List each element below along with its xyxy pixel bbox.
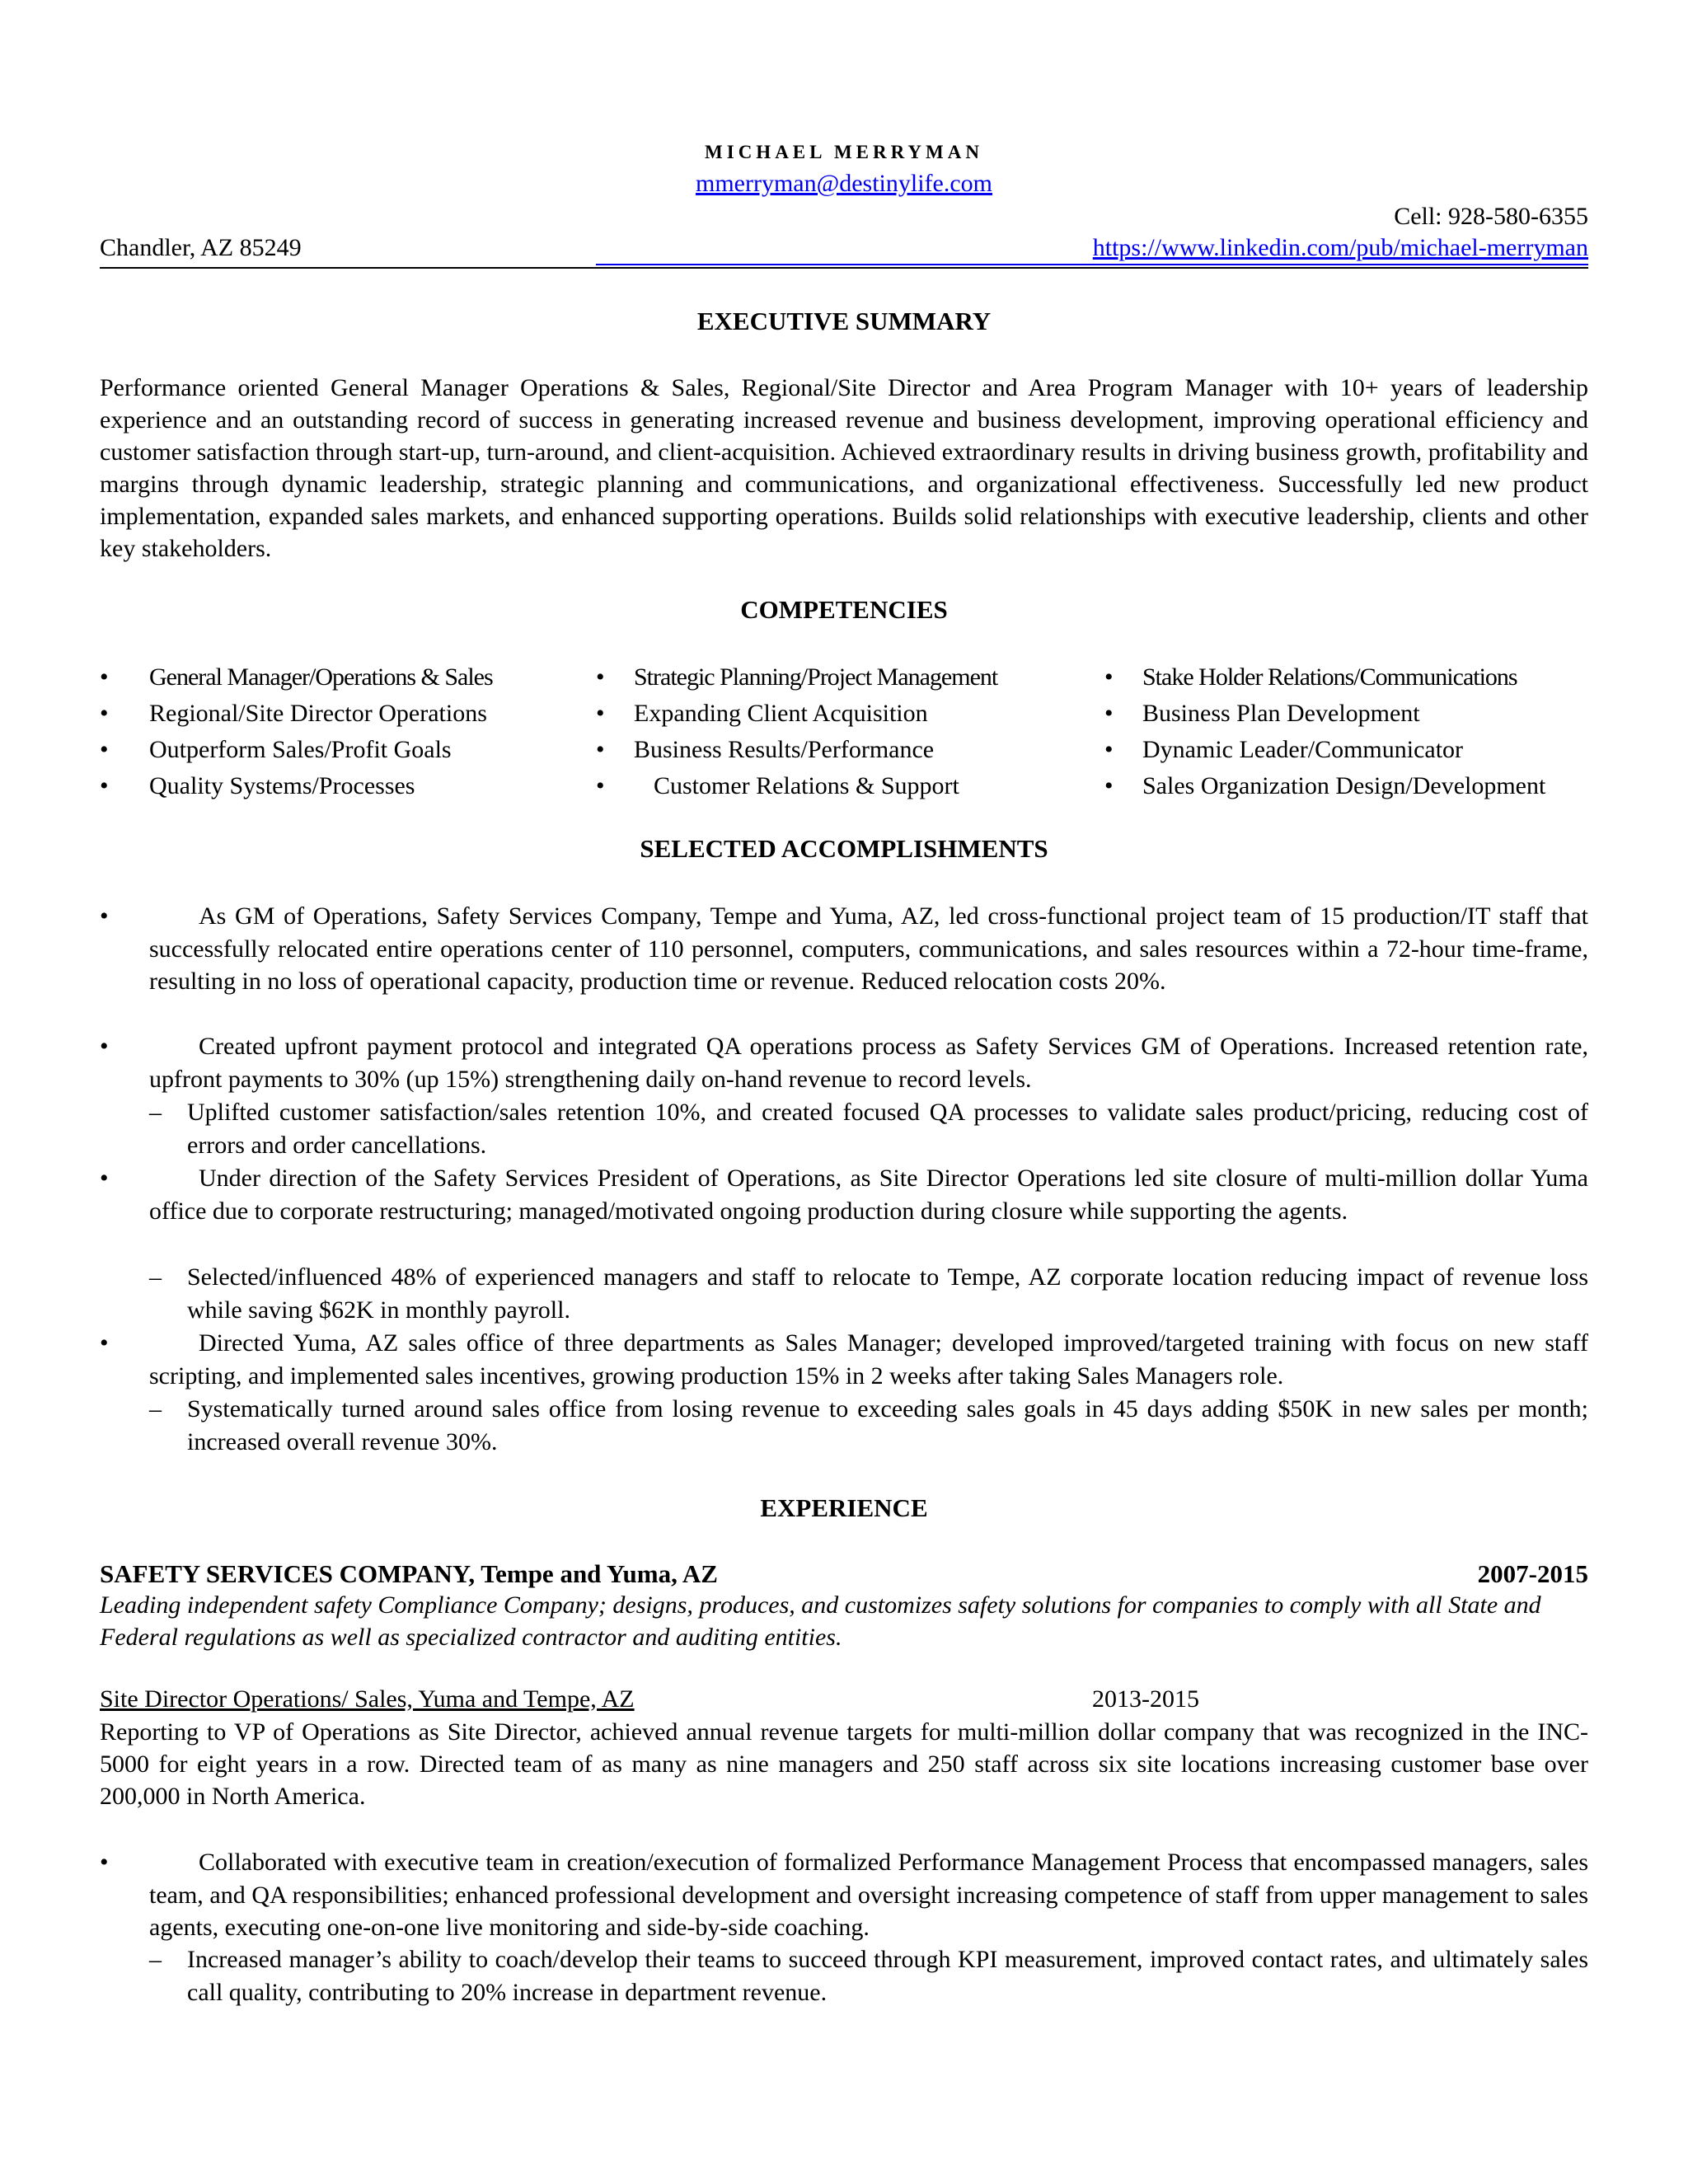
role-description: Reporting to VP of Operations as Site Director, achieved annual revenue targets for multi-million dollar company that was recognized in the INC-5000 for eight years in a row. Directed team of as many as nine managers and 250 staff across six site locations increasing customer base over 200,000 in North America.	[100, 1718, 1588, 1810]
executive-summary-heading: EXECUTIVE SUMMARY	[696, 307, 992, 335]
accomplishment-item	[100, 900, 1588, 998]
competencies-col-2	[596, 659, 998, 804]
dash: –	[149, 1395, 162, 1422]
dash: –	[149, 1263, 162, 1291]
experience-heading: EXPERIENCE	[760, 1493, 928, 1522]
competency-item: • Regional/Site Director Operations	[100, 700, 487, 727]
competency-item: • Quality Systems/Processes	[100, 772, 415, 799]
company-years: 2007-2015	[1477, 1559, 1588, 1588]
accomplishment-subtext: Uplifted customer satisfaction/sales retention 10%, and created focused QA processes to validate sales product/pricing, reducing cost of errors and order cancellations.	[187, 1099, 1588, 1159]
role-row	[100, 1685, 1588, 1713]
role-years: 2013-2015	[1092, 1685, 1199, 1713]
role-title: Site Director Operations/ Sales, Yuma and Tempe, AZ	[100, 1685, 635, 1713]
email-link[interactable]: mmerryman@destinylife.com	[695, 170, 993, 197]
competencies-col-1	[100, 659, 493, 804]
competency-item: • Strategic Planning/Project Management	[596, 663, 998, 691]
accomplishment-subitem	[149, 1393, 1588, 1458]
role-subitem	[149, 1943, 1588, 2008]
competency-item: • General Manager/Operations & Sales	[100, 663, 493, 691]
company-name: SAFETY SERVICES COMPANY, Tempe and Yuma, AZ	[100, 1559, 718, 1588]
accomplishment-text: Directed Yuma, AZ sales office of three departments as Sales Manager; developed improved/targeted training with focus on new staff scripting, and implemented sales incentives, growing production 15% in 2 weeks after taking Sales Managers role.	[149, 1329, 1588, 1390]
accomplishment-subtext: Systematically turned around sales office from losing revenue to exceeding sales goals in 45 days adding $50K in new sales per month; increased overall revenue 30%.	[187, 1395, 1588, 1455]
role-bullet-item	[100, 1846, 1588, 1944]
bullet: •	[100, 902, 109, 930]
location: Chandler, AZ 85249	[100, 234, 302, 261]
accomplishment-text: Under direction of the Safety Services President of Operations, as Site Director Operations led site closure of multi-million dollar Yuma office due to corporate restructuring; managed/motivated ongoing production during closure while supporting the agents.	[149, 1165, 1588, 1225]
dash: –	[149, 1946, 162, 1973]
accomplishment-item	[100, 1327, 1588, 1392]
bullet: •	[100, 1033, 109, 1060]
competency-item: • Expanding Client Acquisition	[596, 700, 928, 727]
cell-phone: Cell: 928-580-6355	[1394, 203, 1588, 230]
bullet: •	[100, 1849, 109, 1876]
competencies-heading: COMPETENCIES	[740, 595, 948, 624]
competency-item: • Stake Holder Relations/Communications	[1104, 663, 1517, 691]
bullet: •	[100, 1165, 109, 1192]
competency-item: • Sales Organization Design/Development	[1104, 772, 1546, 799]
accomplishment-item	[100, 1162, 1588, 1227]
role-subtext: Increased manager’s ability to coach/develop their teams to succeed through KPI measurement, improved contact rates, and ultimately sales call quality, contributing to 20% increase in department revenue.	[187, 1946, 1588, 2006]
accomplishment-text: As GM of Operations, Safety Services Company, Tempe and Yuma, AZ, led cross-functional project team of 15 production/IT staff that successfully relocated entire operations center of 110 personnel, computers, communications, and sales resources within a 72-hour time-frame, resulting in no loss of operational capacity, production time or revenue. Reduced relocation costs 20%.	[149, 902, 1588, 995]
bullet: •	[100, 1329, 109, 1357]
accomplishments-heading: SELECTED ACCOMPLISHMENTS	[640, 834, 1048, 863]
candidate-name: MICHAEL MERRYMAN	[705, 142, 983, 162]
contact-row	[100, 234, 1588, 269]
competency-item: • Business Plan Development	[1104, 700, 1420, 727]
accomplishment-item	[100, 1030, 1588, 1095]
competencies-col-3	[1104, 659, 1546, 804]
accomplishment-subtext: Selected/influenced 48% of experienced managers and staff to relocate to Tempe, AZ corporate location reducing impact of revenue loss while saving $62K in monthly payroll.	[187, 1263, 1588, 1324]
executive-summary-text: Performance oriented General Manager Operations & Sales, Regional/Site Director and Area Program Manager with 10+ years of leadership experience and an outstanding record of success in generating increased revenue and business development, improving operational efficiency and customer satisfaction through start-up, turn-around, and client-acquisition. Achieved extraordinary results in driving business growth, profitability and margins through dynamic leadership, strategic planning and communications, and organizational effectiveness. Successfully led new product implementation, expanded sales markets, and enhanced supporting operations. Builds solid relationships with executive leadership, clients and other key stakeholders.	[100, 374, 1588, 562]
competency-item: • Dynamic Leader/Communicator	[1104, 736, 1464, 763]
accomplishment-subitem	[149, 1096, 1588, 1161]
company-row	[100, 1559, 1588, 1589]
competency-item: • Business Results/Performance	[596, 736, 935, 763]
linkedin-link[interactable]: https://www.linkedin.com/pub/michael-merryman	[1092, 234, 1588, 261]
dash: –	[149, 1099, 162, 1126]
competency-item: • Outperform Sales/Profit Goals	[100, 736, 452, 763]
competency-item: • Customer Relations & Support	[596, 772, 959, 799]
company-description: Leading independent safety Compliance Company; designs, produces, and customizes safety solutions for companies to comply with all State and Federal regulations as well as specialized contractor and auditing entities.	[100, 1591, 1541, 1651]
role-bullet-text: Collaborated with executive team in creation/execution of formalized Performance Management Process that encompassed managers, sales team, and QA responsibilities; enhanced professional development and oversight increasing competence of staff from upper management to sales agents, executing one-on-one live monitoring and side-by-side coaching.	[149, 1849, 1588, 1941]
link-underline	[596, 264, 1588, 265]
accomplishment-subitem	[149, 1261, 1588, 1326]
accomplishment-text: Created upfront payment protocol and integrated QA operations process as Safety Services GM of Operations. Increased retention rate, upfront payments to 30% (up 15%) strengthening daily on-hand revenue to record levels.	[149, 1033, 1588, 1093]
